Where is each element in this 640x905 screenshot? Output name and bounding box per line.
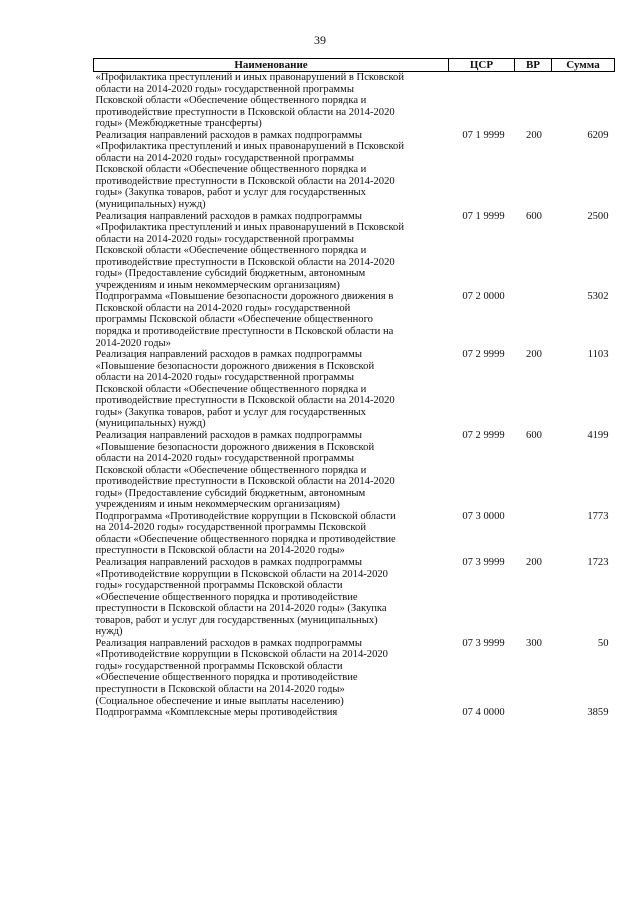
row-vr (515, 72, 552, 130)
row-name: Подпрограмма «Повышение безопасности дорожного движения в Псковской области на 2014-2020 годы» государственной программы Псковской области «Обеспечение общественного порядка и противодействие преступности в Псковской области на 2014-2020 годы» (95, 291, 394, 349)
table-row (94, 557, 615, 638)
table-row (94, 707, 615, 719)
row-csr: 07 3 0000 (462, 510, 505, 522)
row-name: Реализация направлений расходов в рамках подпрограммы «Противодействие коррупции в Псковской области на 2014-2020 годы» государственной программы Псковской области «Обеспечение общественного порядка и противодействие преступности в Псковской области на 2014-2020 годы» (Социальное обеспечение и иные выплаты населению) (95, 637, 388, 707)
row-sum: 1103 (587, 349, 609, 361)
row-vr: 200 (526, 556, 542, 568)
row-sum: 3859 (587, 707, 609, 719)
row-vr: 600 (526, 429, 542, 441)
table-header (94, 59, 615, 72)
row-sum: 2500 (587, 210, 609, 222)
header-vr: ВР (515, 59, 552, 72)
table-row (94, 638, 615, 707)
row-csr: 07 1 9999 (462, 129, 505, 141)
row-csr: 07 1 9999 (462, 210, 505, 222)
row-name: Реализация направлений расходов в рамках подпрограммы «Профилактика преступлений и иных правонарушений в Псковской области на 2014-2020 годы» государственной программы Псковской области «Обеспечение общественного порядка и противодействие преступности в Псковской области на 2014-2020 годы» (Закупка товаров, работ и услуг для государственных (муниципальных) нужд) (95, 129, 405, 211)
row-csr (449, 72, 515, 130)
table-row (94, 211, 615, 292)
table-row (94, 430, 615, 511)
header-csr: ЦСР (449, 59, 515, 72)
row-sum: 5302 (587, 291, 609, 303)
row-vr: 600 (526, 210, 542, 222)
table-row (94, 291, 615, 349)
page-number: 39 (314, 33, 326, 47)
row-name: Реализация направлений расходов в рамках подпрограммы «Профилактика преступлений и иных правонарушений в Псковской области на 2014-2020 годы» государственной программы Псковской области «Обеспечение общественного порядка и противодействие преступности в Псковской области на 2014-2020 годы» (Предоставление субсидий бюджетным, автономным учреждениям и иным некоммерческим организациям) (95, 210, 405, 291)
table-row (94, 349, 615, 430)
table-row (94, 511, 615, 557)
row-csr: 07 2 0000 (462, 291, 505, 303)
row-vr (515, 511, 552, 557)
row-sum: 6209 (587, 129, 609, 141)
row-vr: 200 (526, 349, 542, 361)
row-sum (552, 72, 615, 130)
row-csr: 07 3 9999 (462, 556, 505, 568)
table-row (94, 130, 615, 211)
row-vr: 300 (526, 637, 542, 649)
row-name: «Профилактика преступлений и иных правонарушений в Псковской области на 2014-2020 годы» государственной программы Псковской области «Обеспечение общественного порядка и противодействие преступности в Псковской области на 2014-2020 годы» (Межбюджетные трансферты) (95, 72, 405, 130)
row-vr: 200 (526, 129, 542, 141)
header-sum: Сумма (552, 59, 615, 72)
row-vr (515, 707, 552, 719)
budget-table (93, 58, 615, 719)
row-csr: 07 4 0000 (462, 707, 505, 719)
row-vr (515, 291, 552, 349)
row-csr: 07 2 9999 (462, 349, 505, 361)
row-name: Подпрограмма «Противодействие коррупции в Псковской области на 2014-2020 годы» государственной программы Псковской области «Обеспечение общественного порядка и противодействие преступности в Псковской области на 2014-2020 годы» (95, 510, 396, 557)
header-name: Наименование (94, 59, 449, 72)
table-row (94, 72, 615, 130)
row-sum: 4199 (587, 429, 609, 441)
row-sum: 1773 (587, 510, 609, 522)
row-sum: 50 (597, 637, 609, 649)
row-csr: 07 2 9999 (462, 429, 505, 441)
row-name: Реализация направлений расходов в рамках подпрограммы «Противодействие коррупции в Псковской области на 2014-2020 годы» государственной программы Псковской области «Обеспечение общественного порядка и противодействие преступности в Псковской области на 2014-2020 годы» (Закупка товаров, работ и услуг для государственных (муниципальных) нужд) (95, 556, 388, 638)
row-csr: 07 3 9999 (462, 637, 505, 649)
row-name: Реализация направлений расходов в рамках подпрограммы «Повышение безопасности дорожного движения в Псковской области на 2014-2020 годы» государственной программы Псковской области «Обеспечение общественного порядка и противодействие преступности в Псковской области на 2014-2020 годы» (Закупка товаров, работ и услуг для государственных (муниципальных) нужд) (95, 349, 395, 430)
row-sum: 1723 (587, 556, 609, 568)
row-name: Подпрограмма «Комплексные меры противодействия (95, 707, 338, 719)
row-name: Реализация направлений расходов в рамках подпрограммы «Повышение безопасности дорожного движения в Псковской области на 2014-2020 годы» государственной программы Псковской области «Обеспечение общественного порядка и противодействие преступности в Псковской области на 2014-2020 годы» (Предоставление субсидий бюджетным, автономным учреждениям и иным некоммерческим организациям) (95, 429, 395, 511)
